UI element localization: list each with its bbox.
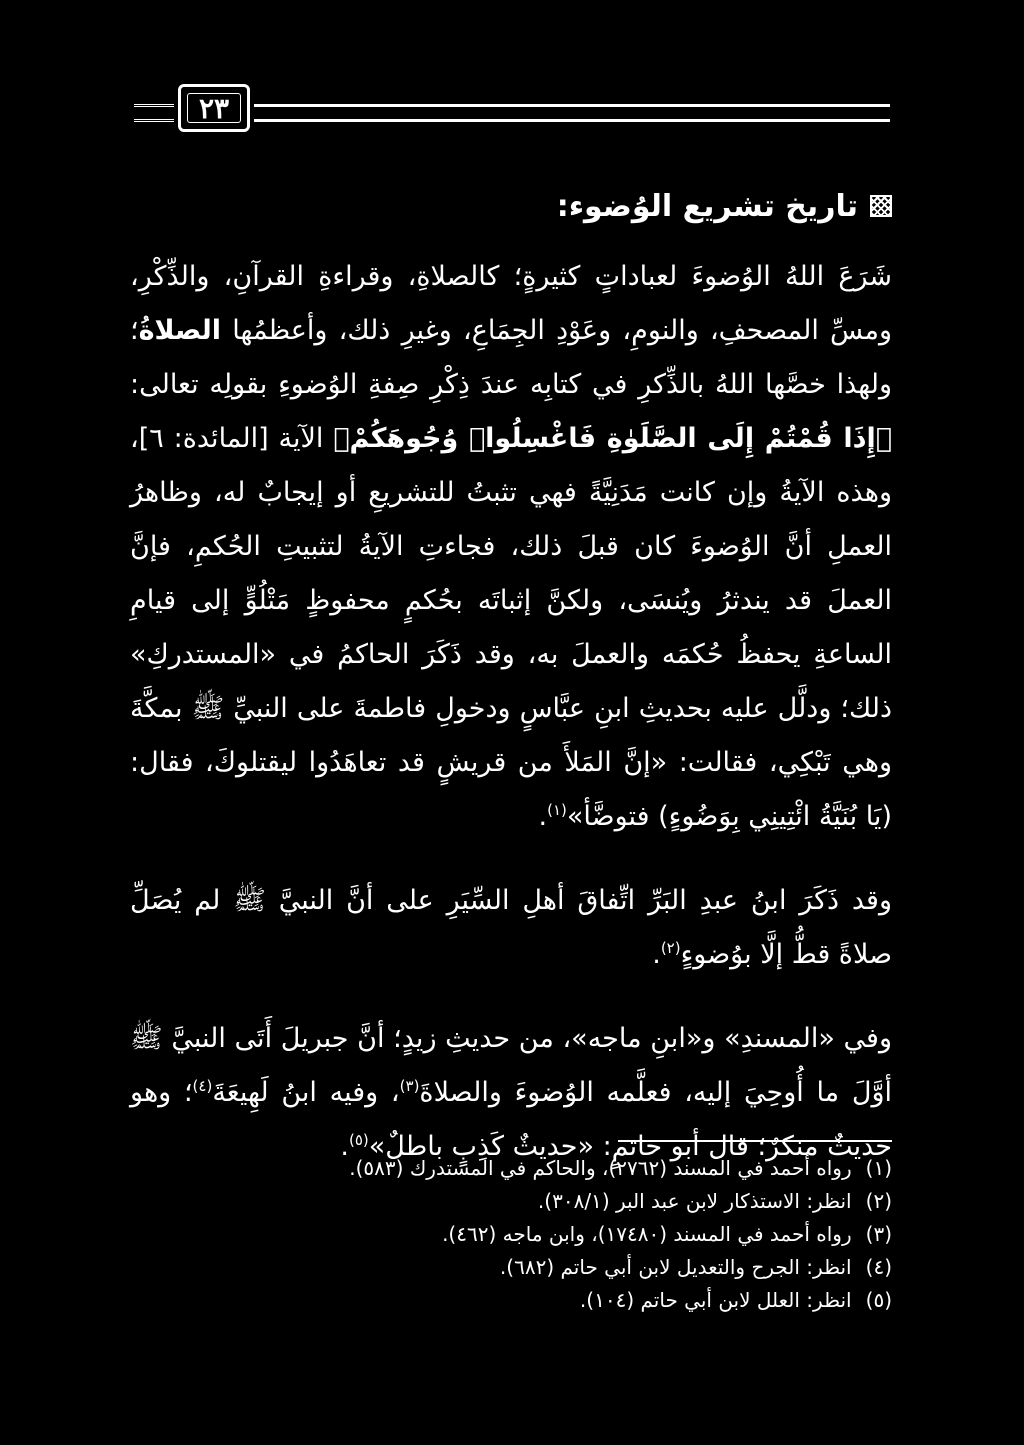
- header-rule-left: [134, 104, 174, 122]
- footnote-ref-5[interactable]: (٥): [348, 1131, 369, 1149]
- footnote-number: (١): [865, 1156, 892, 1180]
- footnote-number: (٣): [865, 1222, 892, 1246]
- p1-text-1: شَرَعَ اللهُ الوُضوءَ لعباداتٍ كثيرةٍ؛ كالصلاةِ، وقراءةِ القرآنِ، والذِّكْرِ، ومسِّ المصحفِ، والنومِ، وعَوْدِ الجِمَاعِ، وغيرِ ذلك، وأعظمُها: [130, 261, 892, 346]
- page-number-box: [178, 84, 250, 132]
- p1-bold-salah: الصلاةُ: [138, 315, 222, 346]
- p2-text-1: وقد ذَكَرَ ابنُ عبدِ البَرِّ اتِّفاقَ أهلِ السِّيَرِ على أنَّ النبيَّ: [278, 885, 893, 916]
- footnote-ref-1[interactable]: (١): [547, 801, 567, 819]
- footnote-2: [130, 1185, 892, 1218]
- p1-text-2: ؛ ولهذا خصَّها اللهُ بالذِّكرِ في كتابِه عندَ ذِكْرِ صِفةِ الوُضوءِ بقولِه تعالى:: [130, 315, 892, 400]
- p1-text-3: الآية [المائدة: ٦]، وهذه الآيةُ وإن كانت مَدَنِيَّةً فهي تثبتُ للتشريعِ أو إيجابٌ له، وظاهرُ العملِ أنَّ الوُضوءَ كان قبلَ ذلك، فجاءتِ الآيةُ لتثبيتِ الحُكمِ، فإنَّ العملَ قد يندثرُ ويُنسَى، ولكنَّ إثباتَه بحُكمٍ محفوظٍ مَتْلُوٍّ إلى قيامِ الساعةِ يحفظُ حُكمَه والعملَ به، وقد ذَكَرَ الحاكمُ في «المستدركِ» ذلك؛ ودلَّل عليه بحديثِ ابنِ عبَّاسٍ ودخولِ فاطمةَ على النبيِّ: [130, 423, 892, 724]
- footnote-1: [130, 1152, 892, 1185]
- p3-text-4: ؛ وهو حديثٌ منكرٌ؛ قال أبو حاتمٍ: «حديثٌ كَذِبٍ باطلٌ»: [130, 1077, 892, 1162]
- main-content: [130, 178, 892, 1188]
- footnote-text: رواه أحمد في المسند (٢٧٦٢)، والحاكم في المستدرك (٥٨٣).: [349, 1156, 852, 1180]
- p3-text-2: أوَّلَ ما أُوحِيَ إليه، فعلَّمه الوُضوءَ والصلاةَ: [419, 1077, 893, 1108]
- p3-text-3: ، وفيه ابنُ لَهِيعَةَ: [212, 1077, 400, 1108]
- footnote-number: (٢): [865, 1189, 892, 1213]
- salawat-glyph: ﷺ: [191, 693, 225, 724]
- quran-verse: ﴿إِذَا قُمْتُمْ إِلَى الصَّلَوٰةِ فَاغْسِلُوا۟ وُجُوهَكُمْ﴾: [333, 423, 892, 454]
- footnote-number: (٥): [865, 1288, 892, 1312]
- footnote-ref-2[interactable]: (٢): [660, 939, 681, 957]
- footnote-ref-4[interactable]: (٤): [192, 1077, 213, 1095]
- footnote-5: [130, 1284, 892, 1317]
- section-title: [130, 178, 892, 234]
- p2-text-2: لم يُصَلِّ صلاةً قطُّ إلَّا بوُضوءٍ: [130, 885, 892, 970]
- footnote-text: انظر: العلل لابن أبي حاتم (١٠٤).: [579, 1288, 852, 1312]
- salawat-glyph: ﷺ: [233, 885, 266, 916]
- footnote-ref-3[interactable]: (٣): [399, 1077, 420, 1095]
- footnote-4: [130, 1251, 892, 1284]
- footnote-text: رواه أحمد في المسند (١٧٤٨٠)، وابن ماجه (٤٦٢).: [442, 1222, 852, 1246]
- page-header: [134, 84, 890, 144]
- footnote-text: انظر: الاستذكار لابن عبد البر (٣٠٨/١).: [537, 1189, 852, 1213]
- p1-text-4: بمكَّةَ وهي تَبْكِي، فقالت: «إنَّ المَلأَ من قريشٍ قد تعاهَدُوا ليقتلوكَ، فقال: (يَا بُنَيَّةُ ائْتِينِي بِوَضُوءٍ) فتوضَّأ»: [130, 693, 892, 832]
- footnote-separator: [618, 1140, 892, 1142]
- p1-text-5: .: [538, 801, 548, 832]
- footnotes: [130, 1152, 892, 1317]
- footnote-number: (٤): [865, 1255, 892, 1279]
- p2-text-3: .: [652, 939, 661, 970]
- footnote-text: انظر: الجرح والتعديل لابن أبي حاتم (٦٨٢).: [499, 1255, 852, 1279]
- page-number: ٢٣: [198, 91, 230, 125]
- section-title-text: تاريخ تشريع الوُضوء:: [556, 188, 858, 224]
- p3-text-5: .: [340, 1131, 349, 1162]
- paragraph-3: [130, 1012, 892, 1174]
- footnote-3: [130, 1218, 892, 1251]
- p3-text-1: وفي «المسندِ» و«ابنِ ماجه»، من حديثِ زيدٍ؛ أنَّ جبريلَ أَتَى النبيَّ: [171, 1023, 892, 1054]
- salawat-glyph: ﷺ: [130, 1023, 163, 1054]
- paragraph-2: [130, 874, 892, 982]
- square-ornament-icon: [870, 195, 892, 217]
- header-rule-right: [254, 104, 890, 122]
- paragraph-1: [130, 250, 892, 844]
